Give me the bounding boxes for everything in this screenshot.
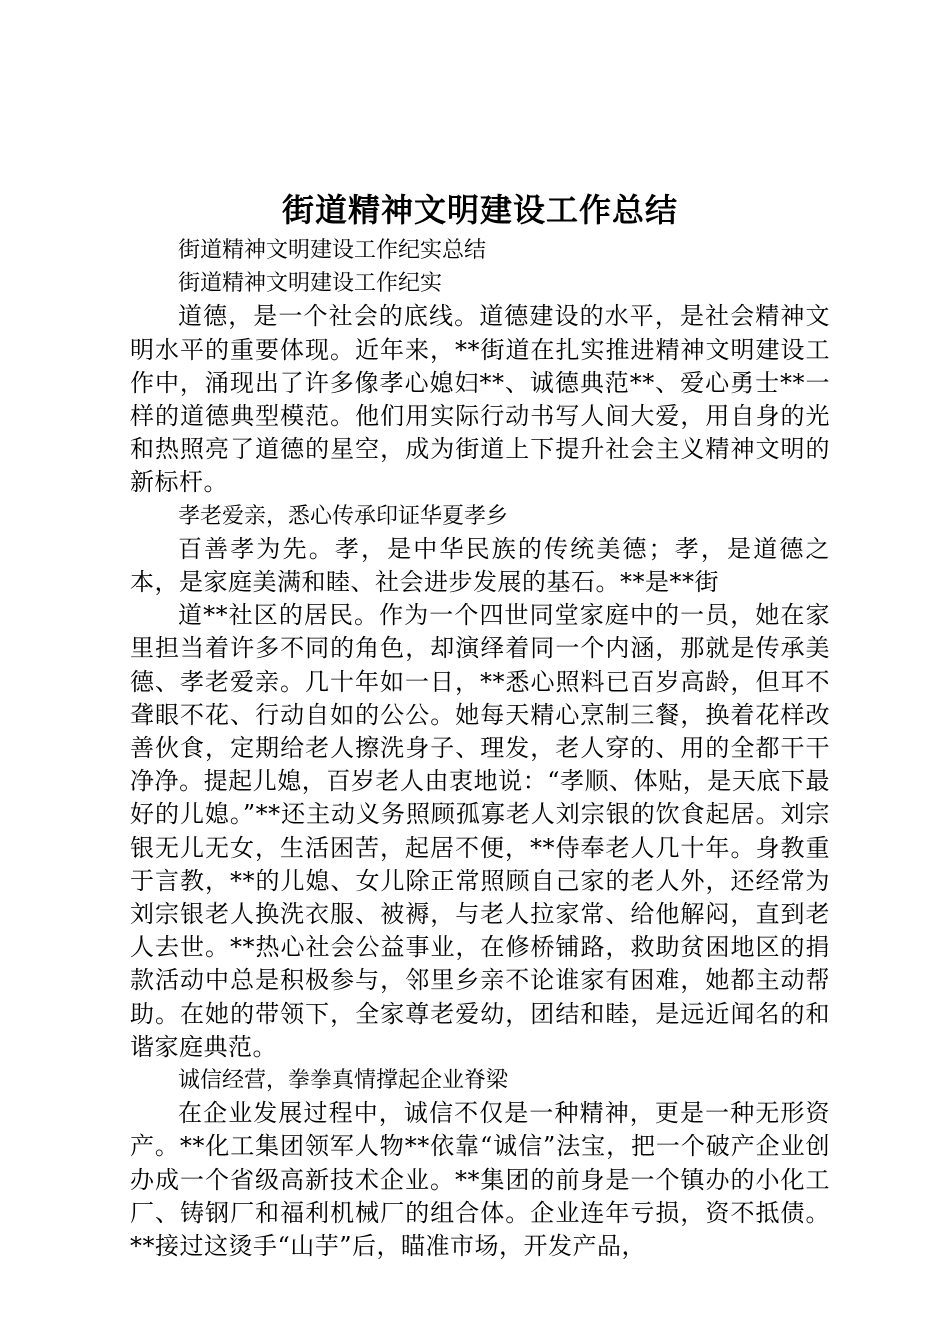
filial-piety-paragraph-1: 百善孝为先。孝，是中华民族的传统美德；孝，是道德之本，是家庭美满和睦、社会进步发展的基石。**是**街 bbox=[130, 534, 830, 597]
filial-piety-paragraph-2: 道**社区的居民。作为一个四世同堂家庭中的一员，她在家里担当着许多不同的角色，却演绎着同一个内涵，那就是传承美德、孝老爱亲。几十年如一日，**悉心照料已百岁高龄，但耳不聋眼不花、行动自如的公公。她每天精心烹制三餐，换着花样改善伙食，定期给老人擦洗身子、理发，老人穿的、用的全都干干净净。提起儿媳，百岁老人由衷地说：“孝顺、体贴，是天底下最好的儿媳。”**还主动义务照顾孤寡老人刘宗银的饮食起居。刘宗银无儿无女，生活困苦，起居不便，**侍奉老人几十年。身教重于言教，**的儿媳、女儿除正常照顾自己家的老人外，还经常为刘宗银老人换洗衣服、被褥，与老人拉家常、给他解闷，直到老人去世。**热心社会公益事业，在修桥铺路，救助贫困地区的捐款活动中总是积极参与，邻里乡亲不论谁家有困难，她都主动帮助。在她的带领下，全家尊老爱幼，团结和睦，是远近闻名的和谐家庭典范。 bbox=[130, 601, 830, 1061]
section-heading-filial-piety: 孝老爱亲，悉心传承印证华夏孝乡 bbox=[178, 503, 509, 529]
section-heading-integrity: 诚信经营，拳拳真情撑起企业脊梁 bbox=[178, 1068, 509, 1094]
subtitle-summary: 街道精神文明建设工作纪实总结 bbox=[178, 238, 487, 263]
subtitle-record: 街道精神文明建设工作纪实 bbox=[178, 271, 443, 297]
document-page bbox=[130, 190, 830, 1263]
intro-paragraph: 道德，是一个社会的底线。道德建设的水平，是社会精神文明水平的重要体现。近年来，**街道在扎实推进精神文明建设工作中，涌现出了许多像孝心媳妇**、诚德典范**、爱心勇士**一样的道德典型模范。他们用实际行动书写人间大爱，用自身的光和热照亮了道德的星空，成为街道上下提升社会主义精神文明的新标杆。 bbox=[130, 302, 830, 497]
document-title: 街道精神文明建设工作总结 bbox=[281, 191, 678, 229]
integrity-paragraph: 在企业发展过程中，诚信不仅是一种精神，更是一种无形资产。**化工集团领军人物**依靠“诚信”法宝，把一个破产企业创办成一个省级高新技术企业。**集团的前身是一个镇办的小化工厂、铸钢厂和福利机械厂的组合体。企业连年亏损，资不抵债。**接过这烫手“山芋”后，瞄准市场，开发产品， bbox=[130, 1099, 830, 1261]
